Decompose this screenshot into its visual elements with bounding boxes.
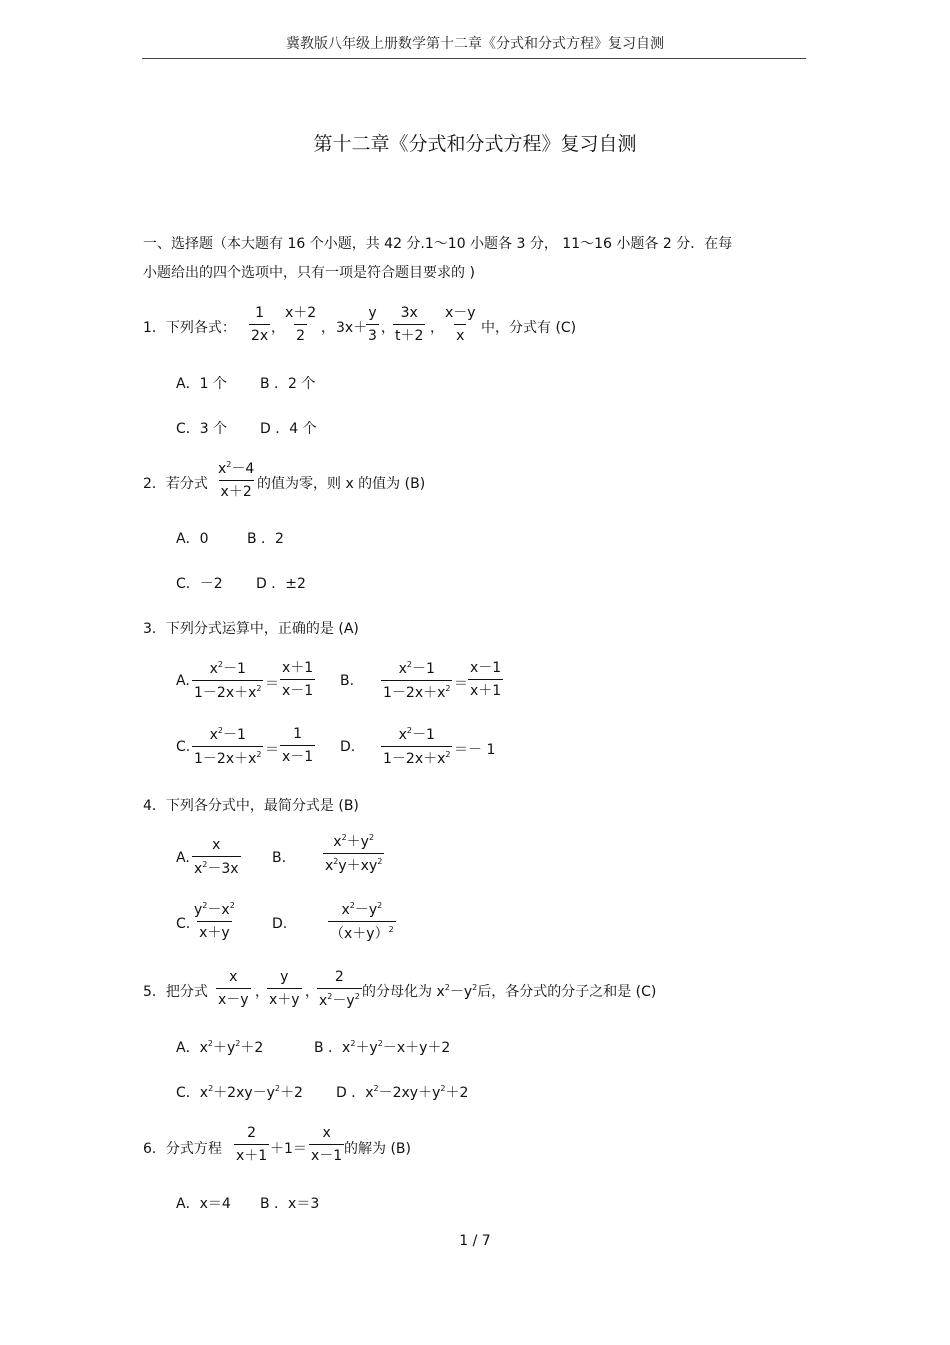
q5-fraction-1 [216,970,251,1007]
exponent: 2 [226,460,232,469]
q6-middle: ＋1＝ [270,1141,307,1157]
denominator: 3 [366,324,379,343]
q5-option-a [176,1037,263,1057]
q1-option-d: D ．4 个 [260,421,317,437]
denominator [381,680,452,700]
exponent: 2 [274,1084,281,1093]
q2-fraction [216,461,256,499]
denominator: x－1 [280,745,315,764]
term: －4 [231,461,255,477]
term: ＋y [346,834,369,850]
exponent: 2 [440,1084,446,1093]
section-intro-line1: 一、选择题（本大题有 16 个小题，共 42 分.1～10 小题各 3 分， 11～16 小题各 2 分．在每 [143,236,733,252]
q3-option-b-label: B. [340,673,355,689]
text: 的分母化为 x [362,984,445,1000]
q1-option-a: A．1 个 [176,376,227,392]
term: －y [332,993,355,1009]
numerator: 3x [400,305,418,321]
term: （x＋y） [330,926,389,942]
exponent: 2 [377,857,383,866]
q6-fraction-1 [234,1126,269,1163]
q3-a-left-fraction [192,661,263,700]
term: －1 [222,661,246,677]
text: A．x [176,1040,208,1056]
page-header: 冀教版八年级上册数学第十二章《分式和分式方程》复习自测 [286,36,664,52]
q5-option-b [314,1037,450,1057]
exponent: 2 [406,726,412,735]
text: ＋2 [240,1040,264,1056]
exponent: 2 [341,833,347,842]
q5-option-c [176,1082,303,1102]
q1-fraction-3 [366,306,379,343]
q1-tail: 中，分式有 (C) [481,320,577,336]
q3-option-d-label: D. [340,739,356,755]
term: y＋xy [338,858,378,874]
q4-a-fraction [192,838,241,876]
numerator: x＋2 [285,305,317,321]
denominator: x＋2 [219,480,254,499]
denominator [192,856,241,876]
numerator: x [212,837,221,853]
denominator: x＋1 [468,679,503,698]
numerator: x＋1 [282,660,314,676]
denominator [328,921,396,941]
var-x: x [398,727,407,743]
denominator: x－y [216,988,251,1007]
var-y: y [194,902,203,918]
q4-option-a-label: A. [176,850,190,866]
q1-label: 1．下列各式： [143,320,236,336]
exponent: 2 [406,660,412,669]
equals: ＝ [265,742,279,758]
q1-term-3x-plus: 3x＋ [336,320,368,336]
q4-b-fraction [323,834,384,873]
exponent: 2 [444,983,450,992]
q4-d-fraction [328,902,396,941]
term: －1 [411,661,435,677]
text: －2xy＋y [378,1085,441,1101]
q3-c-left-fraction [192,727,263,766]
q3-option-a-label: A. [176,673,190,689]
exponent: 2 [377,1039,383,1048]
q4-c-fraction [192,902,237,940]
var-x: x [194,861,203,877]
denominator [323,853,384,873]
q4-option-d-label: D. [272,916,288,932]
denominator: 2x [249,324,270,343]
q5-fraction-2 [267,970,302,1007]
page-number: 1 / 7 [459,1233,491,1249]
q2-option-b: B ．2 [247,531,284,547]
q6-tail: 的解为 (B) [344,1141,411,1157]
var-x: x [341,902,350,918]
text: ＋y [355,1040,378,1056]
exponent: 2 [327,992,333,1001]
q5-label: 5．把分式 [143,984,208,1000]
exponent: 2 [445,684,451,693]
numerator: x－y [445,305,476,321]
comma: ， [381,320,395,336]
exponent: 2 [202,901,208,910]
exponent: 2 [217,660,223,669]
exponent: 2 [388,925,394,934]
term: 1－2x＋x [194,751,257,767]
exponent: 2 [208,1084,214,1093]
denominator: x＋y [267,988,302,1007]
numerator: x [229,969,238,985]
text: －x＋y＋2 [382,1040,451,1056]
term: 1－2x＋x [383,751,446,767]
q4-label: 4．下列各分式中，最简分式是 (B) [143,798,359,814]
denominator [317,988,362,1008]
numerator [397,727,437,746]
q3-d-result: ＝－ 1 [454,742,496,758]
term: 1－2x＋x [383,685,446,701]
var-x: x [209,727,218,743]
var-x: x [398,661,407,677]
term: －3x [207,861,239,877]
text: 后，各分式的分子之和是 (C) [477,984,657,1000]
comma: ， [430,320,444,336]
exponent: 2 [377,901,383,910]
var-x: x [325,858,334,874]
term: －x [207,902,230,918]
numerator: y [368,305,377,321]
denominator [192,746,263,766]
q3-c-right-fraction [280,727,315,764]
var-x: x [218,461,227,477]
exponent: 2 [354,992,360,1001]
exponent: 2 [202,860,208,869]
var-x: x [333,834,342,850]
q4-option-b-label: B. [272,850,287,866]
numerator: x [322,1125,331,1141]
q3-d-left-fraction [381,727,452,766]
exponent: 2 [472,983,478,992]
term: 1－2x＋x [194,685,257,701]
numerator [208,727,248,746]
document-title: 第十二章《分式和分式方程》复习自测 [313,133,637,155]
numerator [339,902,384,921]
q3-a-right-fraction [280,661,315,698]
exponent: 2 [229,901,235,910]
q3-label: 3．下列分式运算中，正确的是 (A) [143,621,359,637]
numerator: 1 [255,305,265,321]
numerator: 1 [293,726,303,742]
text: D ．x [336,1085,374,1101]
q1-option-b: B ．2 个 [260,376,316,392]
numerator [216,461,256,480]
q3-b-right-fraction [468,661,503,698]
exponent: 2 [207,1039,213,1048]
denominator: t＋2 [393,324,425,343]
equals: ＝ [265,676,279,692]
exponent: 2 [373,1084,379,1093]
denominator: x－1 [280,679,315,698]
q1-option-c: C．3 个 [176,421,228,437]
q6-option-b: B ．x＝3 [260,1196,320,1212]
section-intro-line2: 小题给出的四个选项中，只有一项是符合题目要求的 ) [143,265,475,281]
comma: ， [255,984,269,1000]
comma: ， [305,984,319,1000]
numerator: 2 [334,969,344,985]
q2-option-a: A．0 [176,531,209,547]
q5-fraction-3 [317,970,362,1008]
text: ＋2xy－y [213,1085,275,1101]
q2-option-c: C．－2 [176,576,223,592]
text: ＋y [212,1040,236,1056]
denominator: x－1 [309,1144,344,1163]
denominator: x＋y [197,921,232,940]
numerator: x－1 [470,660,502,676]
q2-label: 2．若分式 [143,476,208,492]
q1-fraction-2 [283,306,318,343]
q5-option-d [336,1082,468,1102]
q4-option-c-label: C. [176,916,191,932]
exponent: 2 [350,1039,356,1048]
comma: ， [321,320,335,336]
q2-tail: 的值为零，则 x 的值为 (B) [257,476,426,492]
exponent: 2 [445,750,451,759]
exponent: 2 [235,1039,241,1048]
exponent: 2 [217,726,223,735]
text: －y [449,984,473,1000]
term: －1 [222,727,246,743]
exponent: 2 [368,833,375,842]
denominator: x [454,324,466,343]
header-divider [142,58,806,59]
exponent: 2 [333,857,339,866]
q3-option-c-label: C. [176,739,191,755]
numerator [208,661,248,680]
var-x: x [209,661,218,677]
q3-b-left-fraction [381,661,452,700]
exponent: 2 [256,750,262,759]
q1-fraction-4 [393,306,425,343]
q5-tail [362,981,656,1001]
numerator [331,834,376,853]
denominator [192,680,263,700]
text: C．x [176,1085,209,1101]
q2-option-d: D ．±2 [256,576,306,592]
text: ＋2 [280,1085,303,1101]
text: B ．x [314,1040,351,1056]
q6-fraction-2 [309,1126,344,1163]
term: －y [354,902,378,918]
var-x: x [319,993,328,1009]
comma: ， [271,320,285,336]
q6-option-a: A．x＝4 [176,1196,231,1212]
denominator [381,746,452,766]
text: ＋2 [445,1085,469,1101]
denominator: 2 [294,324,307,343]
denominator: x＋1 [234,1144,269,1163]
term: －1 [411,727,435,743]
numerator: 2 [247,1125,257,1141]
numerator: y [280,969,289,985]
numerator [397,661,437,680]
q1-fraction-5 [443,306,478,343]
exponent: 2 [349,901,355,910]
q1-fraction-1 [249,306,270,343]
q6-label: 6．分式方程 [143,1141,222,1157]
numerator [192,902,237,921]
exponent: 2 [256,684,262,693]
equals: ＝ [454,676,468,692]
